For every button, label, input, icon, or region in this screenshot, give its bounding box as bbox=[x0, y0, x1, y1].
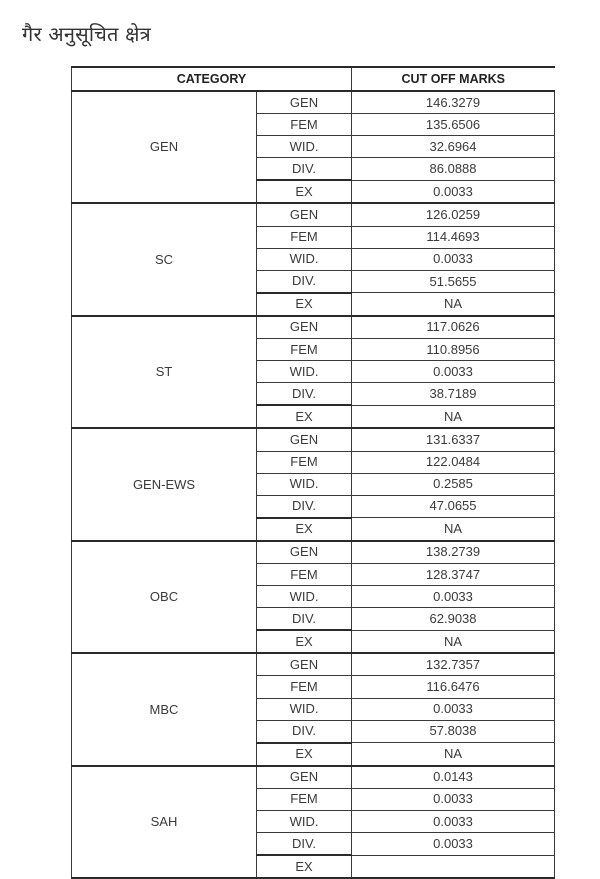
cutoff-value-cell: 0.0143 bbox=[352, 766, 555, 789]
subcategory-cell: GEN bbox=[257, 203, 352, 226]
subcategory-cell: DIV. bbox=[257, 495, 352, 518]
subcategory-cell: WID. bbox=[257, 248, 352, 270]
subcategory-cell: WID. bbox=[257, 136, 352, 158]
subcategory-cell: FEM bbox=[257, 226, 352, 248]
subcategory-cell: WID. bbox=[257, 473, 352, 495]
cutoff-value-cell: 0.2585 bbox=[352, 473, 555, 495]
cutoff-value-cell: NA bbox=[352, 743, 555, 766]
cutoff-value-cell: 57.8038 bbox=[352, 720, 555, 743]
table-body bbox=[72, 91, 555, 878]
cutoff-value-cell: 114.4693 bbox=[352, 226, 555, 248]
cutoff-marks-table bbox=[71, 66, 555, 879]
subcategory-cell: DIV. bbox=[257, 158, 352, 181]
header-category: CATEGORY bbox=[72, 67, 352, 91]
cutoff-value-cell: 0.0033 bbox=[352, 811, 555, 833]
cutoff-value-cell: 0.0033 bbox=[352, 361, 555, 383]
cutoff-value-cell: NA bbox=[352, 293, 555, 316]
subcategory-cell: DIV. bbox=[257, 270, 352, 293]
category-group-cell: MBC bbox=[72, 653, 257, 765]
subcategory-cell: FEM bbox=[257, 788, 352, 810]
cutoff-value-cell bbox=[352, 855, 555, 878]
cutoff-value-cell: 0.0033 bbox=[352, 180, 555, 203]
table-row bbox=[72, 541, 555, 564]
subcategory-cell: EX bbox=[257, 405, 352, 428]
cutoff-value-cell: 51.5655 bbox=[352, 270, 555, 293]
subcategory-cell: EX bbox=[257, 518, 352, 541]
subcategory-cell: FEM bbox=[257, 339, 352, 361]
subcategory-cell: EX bbox=[257, 743, 352, 766]
subcategory-cell: WID. bbox=[257, 361, 352, 383]
table-row bbox=[72, 653, 555, 676]
category-group-cell: GEN bbox=[72, 91, 257, 203]
table-row bbox=[72, 766, 555, 789]
category-group-cell: SC bbox=[72, 203, 257, 315]
cutoff-value-cell: 86.0888 bbox=[352, 158, 555, 181]
cutoff-value-cell: 146.3279 bbox=[352, 91, 555, 114]
cutoff-value-cell: 126.0259 bbox=[352, 203, 555, 226]
subcategory-cell: DIV. bbox=[257, 383, 352, 406]
subcategory-cell: GEN bbox=[257, 91, 352, 114]
cutoff-value-cell: NA bbox=[352, 405, 555, 428]
table-header-row bbox=[72, 67, 555, 91]
subcategory-cell: GEN bbox=[257, 316, 352, 339]
table-row bbox=[72, 91, 555, 114]
cutoff-value-cell: 135.6506 bbox=[352, 114, 555, 136]
cutoff-value-cell: 0.0033 bbox=[352, 586, 555, 608]
subcategory-cell: DIV. bbox=[257, 608, 352, 631]
page-title: गैर अनुसूचित क्षेत्र bbox=[22, 22, 151, 46]
cutoff-value-cell: 0.0033 bbox=[352, 248, 555, 270]
subcategory-cell: GEN bbox=[257, 653, 352, 676]
subcategory-cell: FEM bbox=[257, 563, 352, 585]
category-group-cell: ST bbox=[72, 316, 257, 428]
category-group-cell: OBC bbox=[72, 541, 257, 653]
cutoff-value-cell: 122.0484 bbox=[352, 451, 555, 473]
cutoff-value-cell: 116.6476 bbox=[352, 676, 555, 698]
cutoff-value-cell: NA bbox=[352, 630, 555, 653]
subcategory-cell: FEM bbox=[257, 451, 352, 473]
cutoff-value-cell: 110.8956 bbox=[352, 339, 555, 361]
subcategory-cell: WID. bbox=[257, 586, 352, 608]
subcategory-cell: DIV. bbox=[257, 833, 352, 856]
cutoff-value-cell: 0.0033 bbox=[352, 698, 555, 720]
subcategory-cell: WID. bbox=[257, 811, 352, 833]
subcategory-cell: EX bbox=[257, 630, 352, 653]
cutoff-value-cell: 47.0655 bbox=[352, 495, 555, 518]
subcategory-cell: DIV. bbox=[257, 720, 352, 743]
subcategory-cell: EX bbox=[257, 293, 352, 316]
table-row bbox=[72, 428, 555, 451]
cutoff-value-cell: 62.9038 bbox=[352, 608, 555, 631]
subcategory-cell: EX bbox=[257, 180, 352, 203]
cutoff-value-cell: NA bbox=[352, 518, 555, 541]
cutoff-value-cell: 38.7189 bbox=[352, 383, 555, 406]
cutoff-value-cell: 0.0033 bbox=[352, 833, 555, 856]
table-row bbox=[72, 316, 555, 339]
subcategory-cell: GEN bbox=[257, 428, 352, 451]
cutoff-value-cell: 128.3747 bbox=[352, 563, 555, 585]
category-group-cell: GEN-EWS bbox=[72, 428, 257, 540]
cutoff-value-cell: 131.6337 bbox=[352, 428, 555, 451]
table-row bbox=[72, 203, 555, 226]
category-group-cell: SAH bbox=[72, 766, 257, 878]
subcategory-cell: WID. bbox=[257, 698, 352, 720]
header-cutoff-marks: CUT OFF MARKS bbox=[352, 67, 555, 91]
subcategory-cell: GEN bbox=[257, 766, 352, 789]
cutoff-value-cell: 138.2739 bbox=[352, 541, 555, 564]
cutoff-value-cell: 0.0033 bbox=[352, 788, 555, 810]
cutoff-value-cell: 117.0626 bbox=[352, 316, 555, 339]
subcategory-cell: FEM bbox=[257, 114, 352, 136]
subcategory-cell: GEN bbox=[257, 541, 352, 564]
cutoff-table-container bbox=[71, 66, 554, 879]
subcategory-cell: EX bbox=[257, 855, 352, 878]
cutoff-value-cell: 32.6964 bbox=[352, 136, 555, 158]
subcategory-cell: FEM bbox=[257, 676, 352, 698]
cutoff-value-cell: 132.7357 bbox=[352, 653, 555, 676]
